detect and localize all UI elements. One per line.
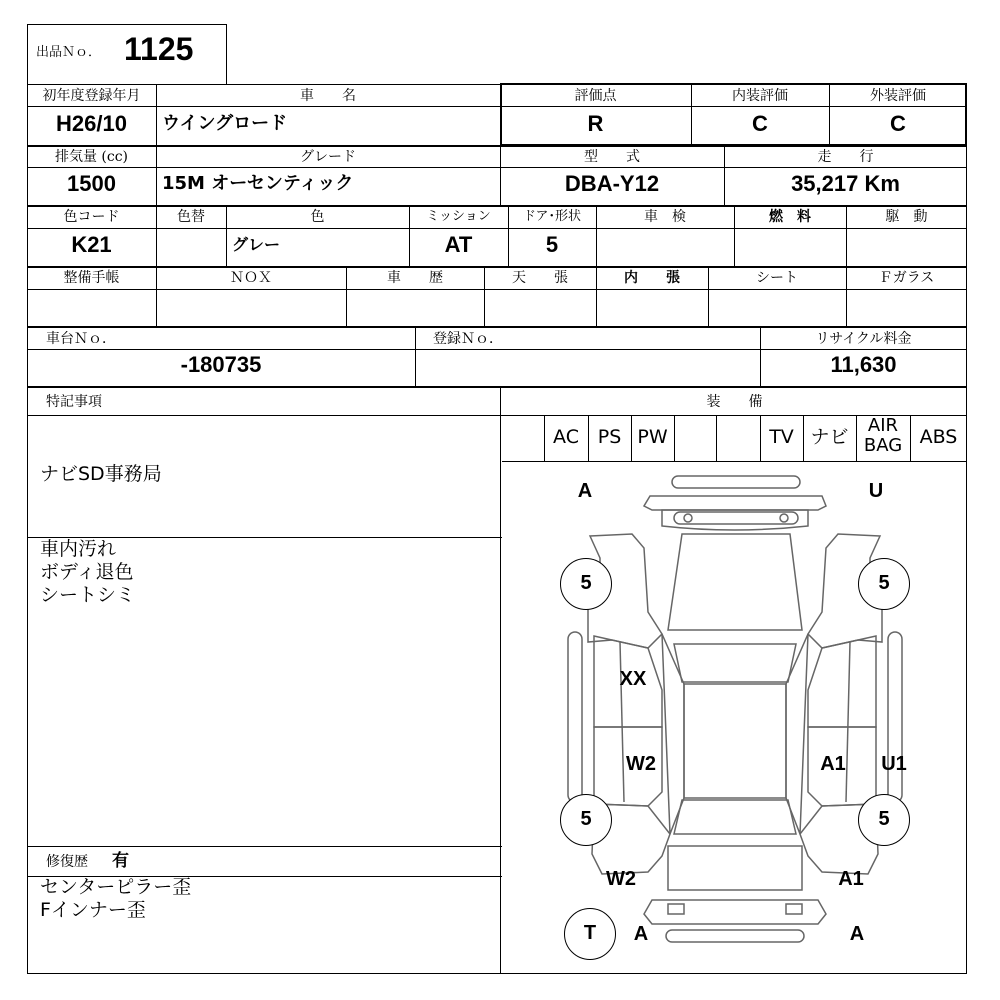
lot-number-label: 出品Ｎｏ． bbox=[36, 45, 102, 60]
mark-front-right: U bbox=[868, 480, 884, 502]
tire-spare: T bbox=[564, 908, 616, 960]
car-diagram bbox=[502, 462, 967, 974]
score-label: 評価点 bbox=[574, 88, 617, 104]
repair-history-label: 修復歴 bbox=[46, 854, 88, 870]
color-change-label: 色替 bbox=[177, 209, 205, 225]
tire-front-left: 5 bbox=[560, 558, 612, 610]
mark-left-rear: W2 bbox=[606, 868, 636, 890]
exterior-value: C bbox=[890, 111, 906, 136]
mark-front-left: A bbox=[577, 480, 593, 502]
seat-label: シート bbox=[756, 270, 798, 286]
glass-label: Ｆガラス bbox=[878, 270, 935, 286]
score-value: R bbox=[587, 111, 604, 136]
lot-number-value: 1125 bbox=[124, 31, 194, 67]
equipment-label: 装 備 bbox=[706, 394, 763, 410]
exterior-label: 外装評価 bbox=[870, 88, 926, 104]
tire-rear-left: 5 bbox=[560, 794, 612, 846]
notes-text-2: 車内汚れ ボディ退色 シートシミ bbox=[40, 538, 136, 606]
chassis-label: 車台Ｎｏ． bbox=[46, 331, 116, 347]
displacement-label: 排気量 (cc) bbox=[54, 149, 129, 165]
inspection-label: 車 検 bbox=[644, 209, 686, 225]
grade-value: 15M オーセンティック bbox=[162, 173, 354, 194]
notes-text-1: ナビSD事務局 bbox=[40, 463, 162, 485]
equipment-ps: PS bbox=[597, 426, 622, 448]
equipment-ac: AC bbox=[553, 426, 579, 448]
fuel-label: 燃 料 bbox=[769, 209, 811, 225]
history-label: 車 歴 bbox=[387, 270, 443, 286]
model-label: 型 式 bbox=[584, 149, 640, 165]
color-value: グレー bbox=[232, 235, 281, 254]
color-code-value: K21 bbox=[71, 232, 112, 257]
chassis-value: -180735 bbox=[180, 352, 262, 377]
mark-left-front-door: W2 bbox=[626, 753, 656, 775]
mark-right-front-door-2: U1 bbox=[881, 753, 907, 775]
equipment-airbag: AIR BAG bbox=[863, 415, 903, 456]
displacement-value: 1500 bbox=[67, 171, 116, 196]
drive-label: 駆 動 bbox=[885, 209, 928, 225]
door-value: 5 bbox=[545, 232, 559, 257]
car-name-label: 車 名 bbox=[300, 88, 356, 104]
recycle-label: リサイクル料金 bbox=[815, 331, 912, 347]
equipment-tv: TV bbox=[769, 426, 794, 448]
interior-label: 内装評価 bbox=[732, 88, 788, 104]
interior-trim-label: 内 張 bbox=[624, 270, 680, 286]
lot-number-box bbox=[27, 24, 227, 85]
car-name-value: ウイングロード bbox=[162, 113, 288, 134]
equipment-navi: ナビ bbox=[810, 426, 849, 448]
recycle-value: 11,630 bbox=[830, 352, 897, 377]
first-reg-value: H26/10 bbox=[56, 111, 127, 136]
equipment-abs: ABS bbox=[919, 426, 958, 448]
nox-label: ＮＯＸ bbox=[230, 270, 272, 286]
repair-history-value: 有 bbox=[112, 851, 129, 871]
interior-value: C bbox=[752, 111, 768, 136]
tire-front-right: 5 bbox=[858, 558, 910, 610]
mark-rear-right: A bbox=[849, 923, 865, 945]
first-reg-label: 初年度登録年月 bbox=[42, 88, 141, 104]
roof-label: 天 張 bbox=[512, 270, 568, 286]
mission-label: ミッション bbox=[426, 209, 491, 224]
color-label: 色 bbox=[310, 209, 325, 225]
color-code-label: 色コード bbox=[63, 209, 120, 225]
repair-text: センターピラー歪 Fインナー歪 bbox=[40, 876, 192, 921]
door-label: ドア･形状 bbox=[522, 209, 582, 224]
mark-rear-left: A bbox=[633, 923, 649, 945]
mileage-label: 走 行 bbox=[817, 149, 874, 165]
mileage-value: 35,217 Km bbox=[791, 171, 900, 196]
mark-right-rear: A1 bbox=[838, 868, 864, 890]
equipment-pw: PW bbox=[637, 426, 668, 448]
notes-label: 特記事項 bbox=[46, 394, 102, 410]
registration-label: 登録Ｎｏ． bbox=[433, 331, 503, 347]
maintenance-label: 整備手帳 bbox=[63, 270, 120, 286]
mark-right-front-door: A1 bbox=[820, 753, 846, 775]
mission-value: AT bbox=[444, 232, 473, 257]
model-value: DBA-Y12 bbox=[564, 171, 660, 196]
grade-label: グレード bbox=[300, 149, 356, 165]
mark-roof-front: XX bbox=[619, 668, 647, 690]
tire-rear-right: 5 bbox=[858, 794, 910, 846]
